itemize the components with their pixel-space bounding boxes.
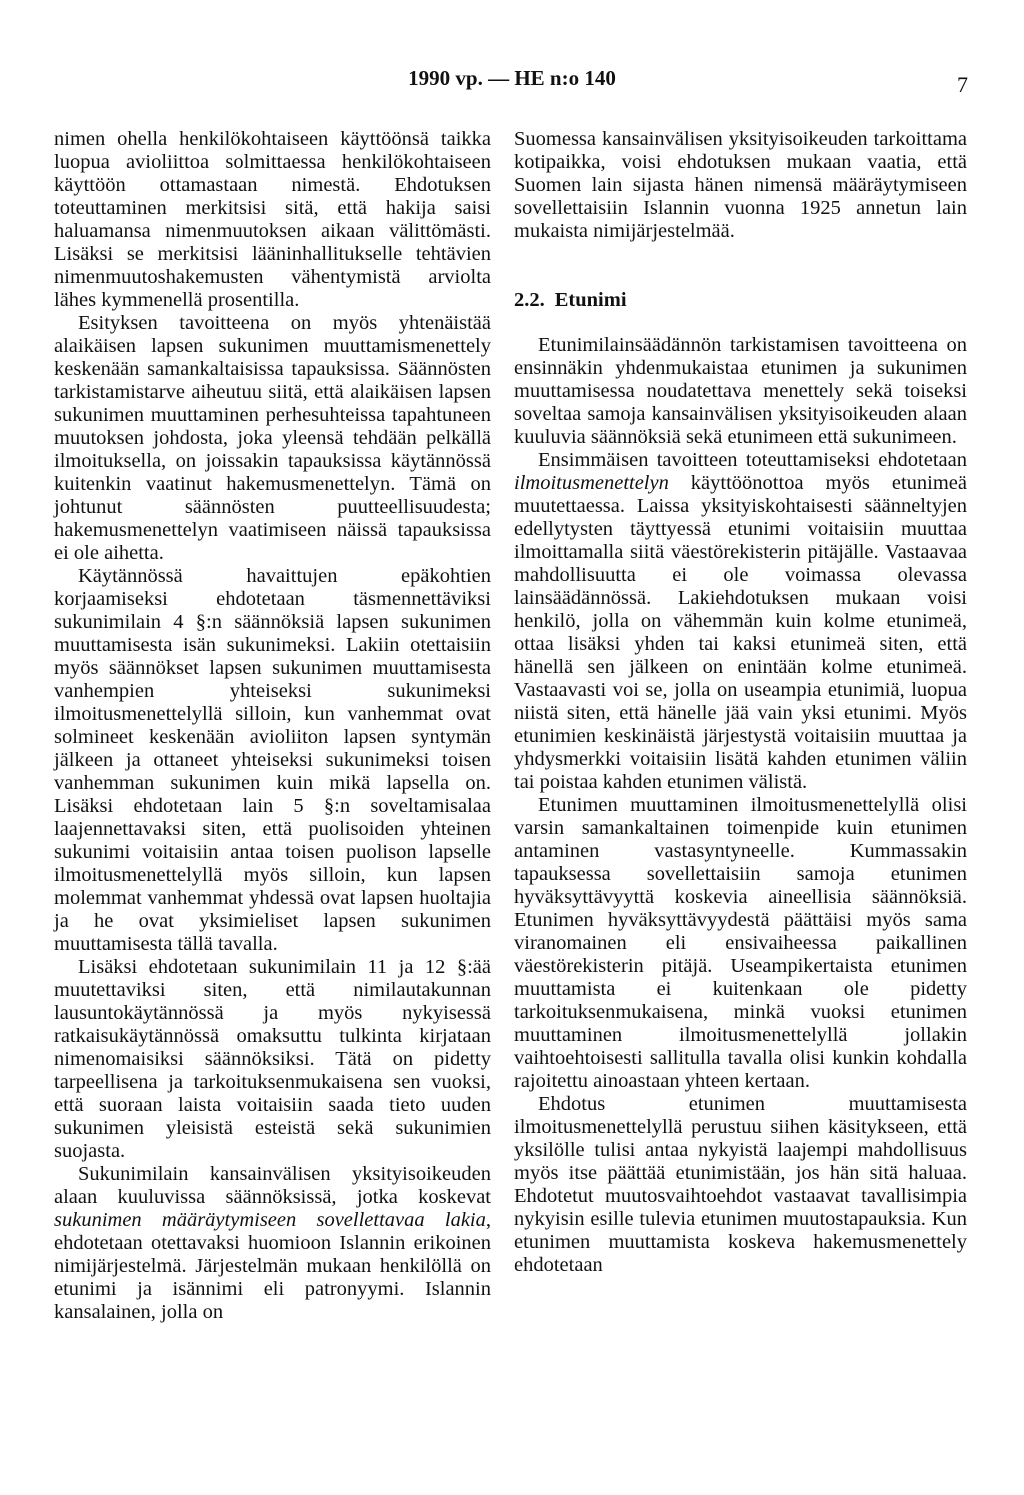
paragraph: Ehdotus etunimen muuttamisesta ilmoitusmenettelyllä perustuu siihen käsitykseen, että yksilölle tulisi antaa nykyistä laajempi mahdollisuus myös itse päättää etunimistään, jos hän sitä haluaa. Ehdotetut muutosvaihtoehdot vastaavat tavallisimpia nykyisin esille tulevia etunimen muutostapauksia. Kun etunimen muuttamista koskeva hakemusmenettely ehdotetaan — [514, 1093, 967, 1276]
paragraph: Käytännössä havaittujen epäkohtien korjaamiseksi ehdotetaan täsmennettäviksi sukunimilain 4 §:n säännöksiä lapsen sukunimen muuttamisesta isän sukunimeksi. Lakiin otettaisiin myös säännökset lapsen sukunimen muuttamisesta vanhempien yhteiseksi sukunimeksi ilmoitusmenettelyllä silloin, kun vanhemmat ovat solmineet keskenään avioliiton lapsen syntymän jälkeen ja ottaneet yhteiseksi sukunimeksi toisen vanhemman sukunimen kuin mikä lapsella on. Lisäksi ehdotetaan lain 5 §:n soveltamisalaa laajennettavaksi siten, että puolisoiden yhteinen sukunimi voitaisiin antaa toisen puolison lapselle ilmoitusmenettelyllä myös silloin, kun lapsen molemmat vanhemmat yhdessä ovat lapsen huoltajia ja he ovat yksimieliset lapsen sukunimen muuttamisesta tällä tavalla. — [54, 565, 491, 955]
section-title: Etunimi — [554, 289, 627, 311]
paragraph — [514, 449, 967, 794]
paragraph: Esityksen tavoitteena on myös yhtenäistää alaikäisen lapsen sukunimen muuttamismenettely keskenään samankaltaisissa tapauksissa. Säännösten tarkistamistarve aiheutuu siitä, että alaikäisen lapsen sukunimen muuttaminen perhesuhteissa tapahtuneen muutoksen johdosta, joka yleensä tehdään pelkällä ilmoituksella, on joissakin tapauksissa käytännössä kuitenkin vaatinut hakemusmenettelyn. Tämä on johtunut säännösten puutteellisuudesta; hakemusmenettelyn vaatimiseen näissä tapauksissa ei ole aihetta. — [54, 312, 491, 564]
italic-segment: sukunimen määräytymiseen sovellettavaa lakia — [54, 1209, 486, 1231]
paragraph: Etunimen muuttaminen ilmoitusmenettelyllä olisi varsin samankaltainen toimenpide kuin etunimen antaminen vastasyntyneelle. Kummassakin tapauksessa sovellettaisiin samoja etunimen hyväksyttävyyttä koskevia aineellisia säännöksiä. Etunimen hyväksyttävyydestä päättäisi myös sama viranomainen eli ensivaiheessa paikallinen väestörekisterin pitäjä. Useampikertaista etunimen muuttamista ei kuitenkaan ole pidetty tarkoituksenmukaisena, minkä vuoksi etunimen muuttaminen ilmoitusmenettelyllä jollakin vaihtoehtoisesti sallitulla tavalla olisi kunkin kohdalla rajoitettu ainoastaan yhteen kertaan. — [514, 794, 967, 1092]
text-segment: Ensimmäisen tavoitteen toteuttamiseksi ehdotetaan — [538, 449, 967, 471]
paragraph: Suomessa kansainvälisen yksityisoikeuden tarkoittama kotipaikka, voisi ehdotuksen mukaan vaatia, että Suomen lain sijasta hänen nimensä määräytymiseen sovellettaisiin Islannin vuonna 1925 annetun lain mukaista nimijärjestelmää. — [514, 128, 967, 242]
section-number: 2.2. — [514, 289, 545, 311]
paragraph — [54, 1163, 491, 1324]
paragraph: Etunimilainsäädännön tarkistamisen tavoitteena on ensinnäkin yhdenmukaistaa etunimen ja sukunimen muuttamisessa noudatettava menettely sekä toiseksi soveltaa samoja kansainvälisen yksityisoikeuden alaan kuuluvia säännöksiä sekä etunimeen että sukunimeen. — [514, 334, 967, 448]
paragraph: nimen ohella henkilökohtaiseen käyttöönsä taikka luopua avioliittoa solmittaessa henkilökohtaiseen käyttöön ottamastaan nimestä. Ehdotuksen toteuttaminen merkitsisi sitä, että hakija saisi haluamansa nimenmuutoksen aikaan välittömästi. Lisäksi se merkitsisi lääninhallitukselle tehtävien nimenmuutoshakemusten vähentymistä arviolta lähes kymmenellä prosentilla. — [54, 128, 491, 311]
page-header — [0, 66, 1024, 96]
italic-segment: ilmoitusmenettelyn — [514, 472, 669, 494]
header-title — [0, 66, 1024, 91]
header-title-text: 1990 vp. — HE n:o 140 — [408, 66, 616, 90]
text-segment: , ehdotetaan otettavaksi huomioon Islannin erikoinen nimijärjestelmä. Järjestelmän mukaan henkilöllä on etunimi ja isännimi eli patronyymi. Islannin kansalainen, jolla on — [54, 1209, 491, 1323]
paragraph: Lisäksi ehdotetaan sukunimilain 11 ja 12 §:ää muutettaviksi siten, että nimilautakunnan lausuntokäytännössä ja myös nykyisessä ratkaisukäytännössä omaksuttu tulkinta kirjataan nimenomaisiksi säännöksiksi. Tätä on pidetty tarpeellisena ja tarkoituksenmukaisena sen vuoksi, että suoraan laista voitaisiin saada tieto uuden sukunimen yleisistä esteistä sekä sukunimien suojasta. — [54, 956, 491, 1162]
right-column — [514, 128, 967, 1277]
section-heading — [514, 289, 967, 312]
text-segment: Sukunimilain kansainvälisen yksityisoikeuden alaan kuuluvissa säännöksissä, jotka koskevat — [54, 1163, 491, 1208]
text-segment: käyttöönottoa myös etunimeä muutettaessa. Laissa yksityiskohtaisesti säänneltyjen edellytysten täyttyessä etunimi voitaisiin muuttaa ilmoittamalla siitä väestörekisterin pitäjälle. Vastaavaa mahdollisuutta ei ole voimassa olevassa lainsäädännössä. Lakiehdotuksen mukaan voisi henkilö, jolla on vähemmän kuin kolme etunimeä, ottaa lisäksi yhden tai kaksi etunimeä siten, että hänellä sen jälkeen on enintään kolme etunimeä. Vastaavasti voi se, jolla on useampia etunimiä, luopua niistä siten, että hänelle jää vain yksi etunimi. Myös etunimien keskinäistä järjestystä voitaisiin muuttaa ja yhdysmerkki voitaisiin lisätä kahden etunimen väliin tai poistaa kahden etunimen välistä. — [514, 472, 967, 793]
left-column — [54, 128, 491, 1324]
page-number: 7 — [957, 72, 968, 97]
